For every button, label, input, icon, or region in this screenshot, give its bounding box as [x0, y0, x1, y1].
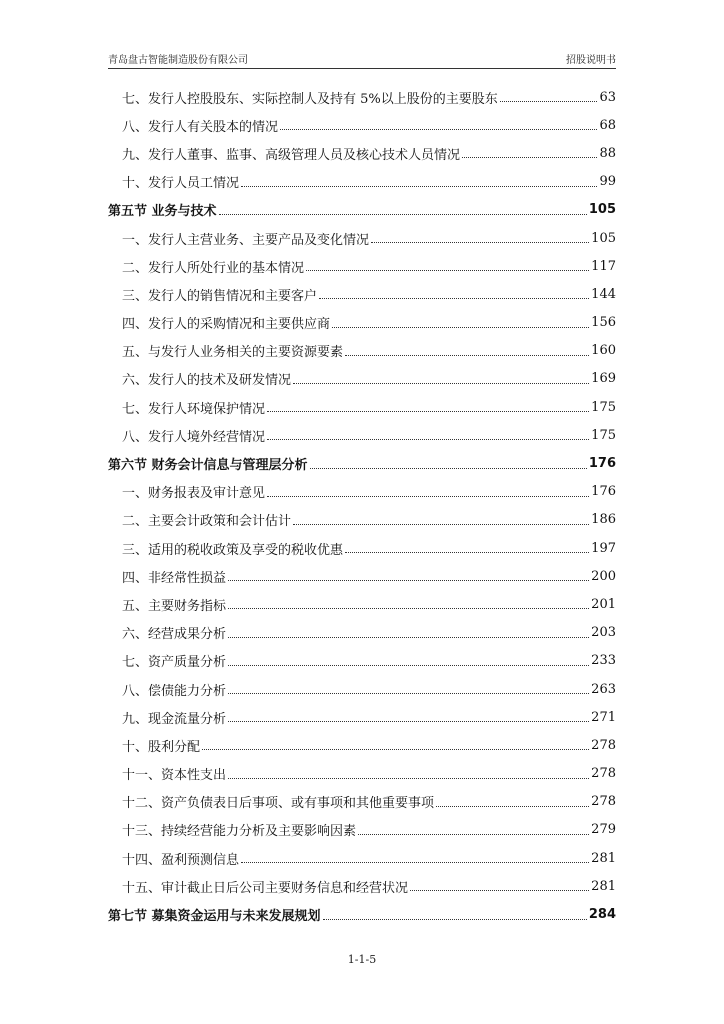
toc-entry-page: 176	[588, 456, 616, 472]
toc-entry[interactable]	[108, 731, 616, 759]
toc-entry-page: 233	[591, 653, 616, 669]
toc-entry[interactable]	[108, 168, 616, 196]
toc-entry-page: 200	[591, 568, 616, 584]
toc-entry-title: 八、偿债能力分析	[122, 683, 227, 699]
toc-section-entry[interactable]	[108, 196, 616, 224]
toc-entry-page: 197	[591, 540, 616, 556]
toc-entry-title: 八、发行人有关股本的情况	[122, 119, 279, 135]
toc-entry-title: 四、发行人的采购情况和主要供应商	[122, 317, 331, 333]
toc-entry-page: 68	[599, 117, 616, 133]
toc-entry-title: 三、发行人的销售情况和主要客户	[122, 288, 318, 304]
toc-entry-title: 二、主要会计政策和会计估计	[122, 514, 292, 530]
toc-entry[interactable]	[108, 703, 616, 731]
toc-entry-title: 九、现金流量分析	[122, 711, 227, 727]
dot-leader	[323, 918, 587, 920]
toc-entry-title: 四、非经常性损益	[122, 570, 227, 586]
toc-entry-page: 105	[588, 202, 616, 218]
dot-leader	[228, 607, 589, 609]
dot-leader	[267, 438, 589, 440]
toc-entry-title: 十、发行人员工情况	[122, 176, 240, 192]
dot-leader	[500, 100, 598, 102]
toc-entry[interactable]	[108, 506, 616, 534]
toc-entry-page: 278	[591, 766, 616, 782]
toc-entry-page: 105	[591, 230, 616, 246]
toc-entry-title: 九、发行人董事、监事、高级管理人员及核心技术人员情况	[122, 147, 461, 163]
toc-entry-page: 284	[588, 907, 616, 923]
dot-leader	[345, 551, 589, 553]
toc-entry-title: 七、发行人控股股东、实际控制人及持有 5%以上股份的主要股东	[122, 91, 498, 107]
toc-entry-page: 156	[591, 315, 616, 331]
toc-entry-page: 201	[591, 596, 616, 612]
toc-entry[interactable]	[108, 534, 616, 562]
dot-leader	[202, 748, 589, 750]
toc-entry[interactable]	[108, 562, 616, 590]
toc-entry-page: 175	[591, 399, 616, 415]
toc-entry[interactable]	[108, 619, 616, 647]
dot-leader	[267, 410, 589, 412]
toc-entry-page: 160	[591, 343, 616, 359]
toc-entry[interactable]	[108, 365, 616, 393]
toc-entry-page: 169	[591, 371, 616, 387]
dot-leader	[345, 354, 589, 356]
toc-entry-page: 176	[591, 484, 616, 500]
toc-entry-title: 一、财务报表及审计意见	[122, 486, 266, 502]
toc-entry-title: 五、与发行人业务相关的主要资源要素	[122, 345, 344, 361]
dot-leader	[228, 636, 589, 638]
toc-entry-page: 175	[591, 427, 616, 443]
dot-leader	[310, 467, 587, 469]
toc-entry-title: 第五节 业务与技术	[108, 204, 217, 220]
toc-entry-page: 279	[591, 822, 616, 838]
toc-entry-title: 三、适用的税收政策及享受的税收优惠	[122, 542, 344, 558]
toc-entry-title: 十二、资产负债表日后事项、或有事项和其他重要事项	[122, 796, 435, 812]
toc-entry-title: 第六节 财务会计信息与管理层分析	[108, 458, 308, 474]
header-divider	[108, 68, 616, 69]
header-company-name: 青岛盘古智能制造股份有限公司	[108, 55, 248, 66]
dot-leader	[241, 185, 597, 187]
toc-entry-title: 十五、审计截止日后公司主要财务信息和经营状况	[122, 880, 409, 896]
toc-entry-title: 六、发行人的技术及研发情况	[122, 373, 292, 389]
toc-section-entry[interactable]	[108, 900, 616, 928]
toc-entry[interactable]	[108, 590, 616, 618]
dot-leader	[306, 269, 589, 271]
dot-leader	[228, 777, 589, 779]
dot-leader	[267, 495, 589, 497]
toc-entry[interactable]	[108, 844, 616, 872]
toc-entry[interactable]	[108, 83, 616, 111]
toc-entry-title: 五、主要财务指标	[122, 598, 227, 614]
dot-leader	[228, 720, 589, 722]
dot-leader	[462, 156, 597, 158]
dot-leader	[293, 523, 589, 525]
toc-entry-page: 117	[591, 258, 616, 274]
toc-entry-title: 八、发行人境外经营情况	[122, 429, 266, 445]
page-header	[108, 50, 616, 66]
toc-entry-page: 271	[591, 709, 616, 725]
dot-leader	[228, 664, 589, 666]
toc-entry-title: 二、发行人所处行业的基本情况	[122, 260, 305, 276]
toc-entry-title: 十四、盈利预测信息	[122, 852, 240, 868]
dot-leader	[228, 692, 589, 694]
toc-entry-title: 六、经营成果分析	[122, 627, 227, 643]
dot-leader	[319, 297, 589, 299]
toc-entry[interactable]	[108, 816, 616, 844]
dot-leader	[436, 805, 589, 807]
toc-entry[interactable]	[108, 337, 616, 365]
toc-section-entry[interactable]	[108, 449, 616, 477]
toc-entry-title: 七、资产质量分析	[122, 655, 227, 671]
toc-entry[interactable]	[108, 280, 616, 308]
toc-entry-title: 一、发行人主营业务、主要产品及变化情况	[122, 232, 370, 248]
toc-entry-page: 144	[591, 286, 616, 302]
toc-entry-page: 263	[591, 681, 616, 697]
toc-entry[interactable]	[108, 309, 616, 337]
header-document-type: 招股说明书	[566, 55, 616, 66]
page-number: 1-1-5	[347, 953, 377, 966]
toc-entry-page: 203	[591, 625, 616, 641]
toc-entry[interactable]	[108, 252, 616, 280]
toc-entry-page: 88	[599, 145, 616, 161]
dot-leader	[358, 833, 589, 835]
toc-entry-title: 十一、资本性支出	[122, 768, 227, 784]
toc-entry-title: 十三、持续经营能力分析及主要影响因素	[122, 824, 357, 840]
toc-entry-page: 281	[591, 878, 616, 894]
toc-entry[interactable]	[108, 478, 616, 506]
dot-leader	[332, 326, 589, 328]
toc-entry[interactable]	[108, 421, 616, 449]
toc-entry[interactable]	[108, 760, 616, 788]
dot-leader	[371, 241, 589, 243]
dot-leader	[219, 213, 587, 215]
table-of-contents	[108, 83, 616, 929]
toc-entry-page: 278	[591, 794, 616, 810]
dot-leader	[293, 382, 589, 384]
toc-entry[interactable]	[108, 393, 616, 421]
toc-entry[interactable]	[108, 675, 616, 703]
dot-leader	[410, 889, 589, 891]
toc-entry[interactable]	[108, 224, 616, 252]
toc-entry-page: 278	[591, 737, 616, 753]
toc-entry[interactable]	[108, 872, 616, 900]
toc-entry-title: 第七节 募集资金运用与未来发展规划	[108, 909, 321, 925]
toc-entry-title: 七、发行人环境保护情况	[122, 401, 266, 417]
toc-entry[interactable]	[108, 111, 616, 139]
toc-entry-page: 186	[591, 512, 616, 528]
dot-leader	[280, 128, 597, 130]
toc-entry[interactable]	[108, 788, 616, 816]
dot-leader	[241, 861, 589, 863]
dot-leader	[228, 579, 589, 581]
toc-entry-page: 281	[591, 850, 616, 866]
toc-entry-title: 十、股利分配	[122, 739, 201, 755]
toc-entry-page: 63	[599, 89, 616, 105]
toc-entry[interactable]	[108, 647, 616, 675]
toc-entry-page: 99	[599, 174, 616, 190]
toc-entry[interactable]	[108, 139, 616, 167]
